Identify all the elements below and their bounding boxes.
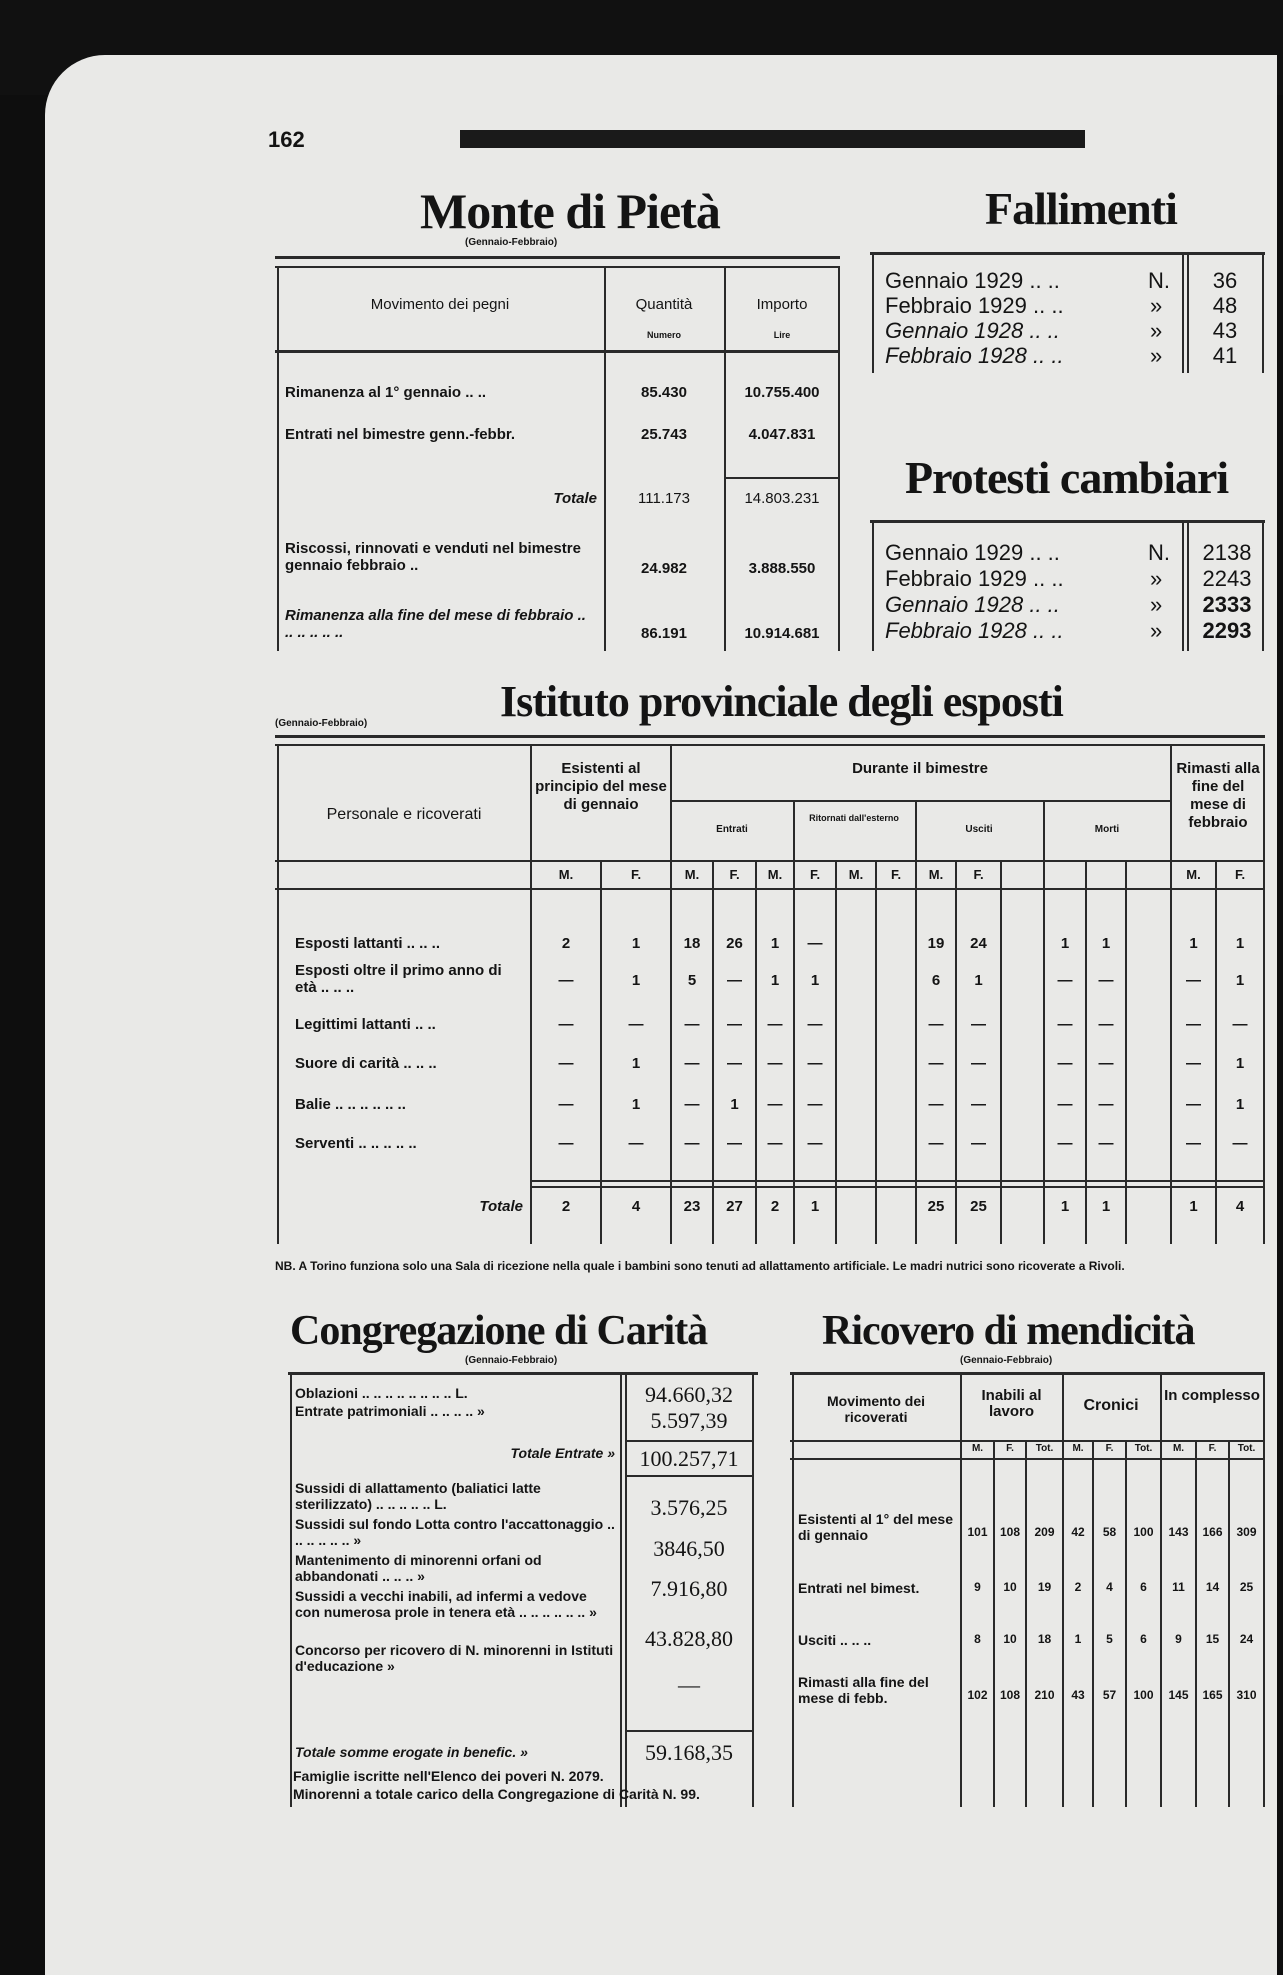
- mend-cell: 143: [1168, 1525, 1189, 1539]
- esposti-cell: —: [928, 1016, 944, 1033]
- esposti-title: Istituto provinciale degli esposti: [500, 677, 1063, 726]
- mend-cell: 6: [1140, 1632, 1147, 1646]
- esposti-cell: —: [628, 1016, 644, 1033]
- mend-subheader: M.: [1172, 1443, 1185, 1454]
- esposti-cell: —: [727, 972, 742, 989]
- mend-cell: 9: [1175, 1632, 1182, 1646]
- cong-row-label: Concorso per ricovero di N. minorenni in Istituti d'educazione »: [295, 1642, 614, 1674]
- esposti-cell: —: [1098, 1135, 1114, 1152]
- esposti-cell: —: [684, 1016, 700, 1033]
- mend-cell: 25: [1239, 1580, 1254, 1594]
- cong-row-value: 43.828,80: [645, 1626, 733, 1651]
- esposti-cell: —: [1057, 1055, 1073, 1072]
- mend-cell: 14: [1205, 1580, 1220, 1594]
- monte-row-qty: 25.743: [641, 426, 687, 443]
- mend-cell: 58: [1102, 1525, 1117, 1539]
- esposti-cell: —: [628, 1135, 644, 1152]
- monte-row-qty: 85.430: [641, 384, 687, 401]
- mend-cell: 166: [1202, 1525, 1223, 1539]
- esposti-total-label: Totale: [479, 1198, 523, 1215]
- esposti-cell: —: [928, 1096, 944, 1113]
- esposti-cell: 25: [927, 1198, 945, 1215]
- esposti-sex-header: F.: [1234, 867, 1246, 882]
- esposti-cell: 25: [970, 1198, 987, 1215]
- mend-cell: 42: [1071, 1525, 1085, 1539]
- fallimenti-row-mark: »: [1150, 343, 1163, 368]
- monte-row-amount: 10.755.400: [744, 384, 820, 401]
- esposti-cell: 1: [1235, 1096, 1245, 1113]
- esposti-cell: 1: [1189, 935, 1198, 952]
- cong-row-label: Mantenimento di minorenni orfani od abbandonati .. .. .. »: [295, 1552, 542, 1584]
- esposti-cell: —: [971, 1135, 986, 1152]
- mend-row-label: Esistenti al 1° del mese di gennaio: [798, 1511, 954, 1543]
- esposti-cell: 5: [687, 972, 697, 989]
- esposti-sex-header: M.: [558, 867, 574, 882]
- esposti-row-label: Balie .. .. .. .. .. ..: [295, 1096, 406, 1113]
- cong-row-value: 7.916,80: [650, 1576, 728, 1601]
- esposti-cell: 1: [770, 935, 780, 952]
- mend-row-label: Usciti .. .. ..: [798, 1632, 872, 1648]
- mendicita-title: Ricovero di mendicità: [822, 1308, 1195, 1354]
- mend-cell: 6: [1140, 1580, 1147, 1594]
- esposti-cell: —: [971, 1096, 986, 1113]
- fallimenti-row-label: Febbraio 1928 .. ..: [885, 343, 1064, 368]
- esposti-cell: —: [727, 1055, 742, 1072]
- esposti-cell: —: [684, 1055, 700, 1072]
- esposti-cell: 1: [1060, 1198, 1070, 1215]
- mend-row-label: Entrati nel bimest.: [798, 1580, 920, 1596]
- cong-row-value: 3.576,25: [650, 1495, 728, 1520]
- protesti-row-value: 2138: [1202, 540, 1252, 565]
- esposti-cell: —: [928, 1135, 944, 1152]
- fallimenti-row-value: 48: [1212, 293, 1238, 318]
- mend-subheader: Tot.: [1134, 1443, 1153, 1454]
- mend-subheader: Tot.: [1035, 1443, 1054, 1454]
- monte-col-amount: Importo: [756, 296, 808, 313]
- monte-row-label: Rimanenza alla fine del mese di febbraio .. .. .. .. .. ..: [285, 607, 586, 641]
- monte-col-movement: Movimento dei pegni: [370, 296, 510, 313]
- esposti-cell: —: [767, 1016, 783, 1033]
- esposti-col-durante: Durante il bimestre: [852, 760, 988, 777]
- esposti-cell: 6: [931, 972, 941, 989]
- esposti-cell: —: [1186, 972, 1201, 989]
- mendicita-period: (Gennaio-Febbraio): [960, 1355, 1053, 1366]
- mend-cell: 102: [967, 1688, 988, 1702]
- cong-row-label: Sussidi sul fondo Lotta contro l'accattonaggio .. .. .. .. .. .. »: [295, 1516, 615, 1548]
- monte-row-label: Entrati nel bimestre genn.-febbr.: [285, 426, 516, 443]
- mend-row-label: Rimasti alla fine del mese di febb.: [798, 1674, 929, 1706]
- mend-cell: 5: [1106, 1632, 1113, 1646]
- protesti-row-label: Febbraio 1928 .. ..: [885, 618, 1064, 643]
- esposti-cell: —: [1186, 1096, 1201, 1113]
- monte-total-qty: 111.173: [638, 490, 690, 507]
- mend-subheader: F.: [1105, 1443, 1114, 1454]
- esposti-cell: 1: [1101, 1198, 1111, 1215]
- monte-row-qty: 86.191: [641, 625, 687, 642]
- esposti-row-label: Suore di carità .. .. ..: [295, 1055, 437, 1072]
- esposti-cell: —: [1057, 1135, 1073, 1152]
- esposti-cell: 19: [927, 935, 945, 952]
- mend-cell: 100: [1133, 1525, 1154, 1539]
- cong-row-value: 3846,50: [653, 1536, 725, 1561]
- mend-cell: 24: [1239, 1632, 1254, 1646]
- esposti-cell: —: [684, 1135, 700, 1152]
- esposti-row-label: Serventi .. .. .. .. ..: [295, 1135, 417, 1152]
- esposti-sex-header: M.: [684, 867, 700, 882]
- esposti-cell: —: [807, 1096, 823, 1113]
- protesti-row-label: Gennaio 1929 .. ..: [885, 540, 1060, 565]
- mend-subheader: M.: [971, 1443, 984, 1454]
- esposti-cell: —: [558, 1096, 574, 1113]
- esposti-cell: —: [1098, 1096, 1114, 1113]
- esposti-cell: 26: [726, 935, 743, 952]
- fallimenti-row-value: 43: [1212, 318, 1238, 343]
- esposti-cell: 1: [631, 1055, 641, 1072]
- esposti-cell: —: [767, 1055, 783, 1072]
- cong-row-value: 94.660,32: [645, 1382, 733, 1407]
- esposti-cell: —: [807, 1016, 823, 1033]
- esposti-cell: 2: [770, 1198, 780, 1215]
- esposti-cell: —: [767, 1096, 783, 1113]
- cong-total-label: Totale Entrate »: [510, 1445, 615, 1461]
- mend-cell: 165: [1202, 1688, 1223, 1702]
- monte-col-qty: Quantità: [635, 296, 693, 313]
- esposti-cell: 1: [1189, 1198, 1198, 1215]
- esposti-cell: 4: [1235, 1198, 1245, 1215]
- esposti-cell: —: [1098, 1016, 1114, 1033]
- cong-row-label: Sussidi di allattamento (baliatici latte sterilizzato) .. .. .. .. .. L.: [295, 1480, 541, 1512]
- esposti-sex-header: M.: [928, 867, 944, 882]
- esposti-period: (Gennaio-Febbraio): [275, 718, 368, 729]
- header-decoration-bar: [460, 130, 1085, 148]
- monte-col-qty-unit: Numero: [646, 330, 681, 340]
- esposti-cell: —: [1057, 972, 1073, 989]
- cong-footer: Famiglie iscritte nell'Elenco dei poveri N. 2079.: [293, 1768, 604, 1784]
- protesti-row-mark: »: [1150, 566, 1163, 591]
- esposti-cell: —: [1232, 1016, 1248, 1033]
- mend-cell: 310: [1236, 1688, 1257, 1702]
- fallimenti-row-mark: »: [1150, 293, 1163, 318]
- esposti-sex-header: F.: [809, 867, 821, 882]
- cong-row-label: Entrate patrimoniali .. .. .. .. »: [295, 1403, 485, 1419]
- esposti-cell: 27: [726, 1198, 743, 1215]
- cong-row-label: Sussidi a vecchi inabili, ad infermi a vedove con numerosa prole in tenera età .. .. .. .. .. .. »: [295, 1588, 597, 1620]
- fallimenti-row-value: 36: [1212, 268, 1238, 293]
- esposti-cell: —: [1232, 1135, 1248, 1152]
- page-number: 162: [268, 127, 305, 152]
- mend-cell: 19: [1037, 1580, 1052, 1594]
- monte-row-amount: 10.914.681: [744, 625, 820, 642]
- mend-cell: 9: [974, 1580, 981, 1594]
- mend-cell: 101: [967, 1525, 988, 1539]
- protesti-row-mark: »: [1150, 592, 1163, 617]
- mend-cell: 209: [1034, 1525, 1055, 1539]
- mend-col-movimento: Movimento dei ricoverati: [826, 1393, 925, 1425]
- esposti-cell: 1: [1235, 935, 1245, 952]
- protesti-title: Protesti cambiari: [905, 452, 1229, 503]
- esposti-cell: 1: [770, 972, 780, 989]
- esposti-sex-header: F.: [729, 867, 740, 882]
- esposti-cell: 1: [631, 972, 641, 989]
- esposti-cell: 1: [631, 1096, 641, 1113]
- fallimenti-row-label: Gennaio 1929 .. ..: [885, 268, 1060, 293]
- protesti-row-value: 2293: [1202, 618, 1252, 643]
- esposti-cell: —: [727, 1016, 742, 1033]
- esposti-cell: 1: [810, 972, 820, 989]
- protesti-row-value: 2333: [1202, 592, 1252, 617]
- esposti-cell: 1: [974, 972, 983, 989]
- esposti-cell: —: [558, 1016, 574, 1033]
- esposti-col-esistenti: Esistenti al principio del mese di gennaio: [535, 760, 667, 813]
- esposti-cell: —: [1186, 1135, 1201, 1152]
- esposti-cell: —: [971, 1055, 986, 1072]
- monte-col-amount-unit: Lire: [773, 330, 791, 340]
- esposti-cell: 1: [1101, 935, 1111, 952]
- esposti-col-entrati: Entrati: [716, 824, 748, 835]
- esposti-cell: 4: [631, 1198, 641, 1215]
- esposti-cell: —: [1098, 972, 1114, 989]
- mend-subheader: Tot.: [1237, 1443, 1256, 1454]
- esposti-cell: 2: [561, 1198, 571, 1215]
- protesti-row-value: 2243: [1202, 566, 1252, 591]
- mend-cell: 108: [999, 1525, 1021, 1539]
- mend-cell: 11: [1172, 1580, 1185, 1594]
- esposti-cell: —: [807, 1135, 823, 1152]
- fallimenti-row-label: Gennaio 1928 .. ..: [885, 318, 1060, 343]
- esposti-cell: —: [971, 1016, 986, 1033]
- monte-row-amount: 4.047.831: [748, 426, 816, 443]
- mend-cell: 309: [1236, 1525, 1257, 1539]
- esposti-cell: —: [684, 1096, 700, 1113]
- mend-cell: 8: [974, 1632, 981, 1646]
- protesti-row-label: Febbraio 1929 .. ..: [885, 566, 1064, 591]
- monte-total-amount: 14.803.231: [744, 490, 820, 507]
- esposti-col-ritornati: Ritornati dall'esterno: [809, 813, 899, 823]
- esposti-cell: 2: [561, 935, 571, 952]
- esposti-sex-header: F.: [890, 867, 902, 882]
- esposti-cell: —: [1057, 1016, 1073, 1033]
- esposti-note: NB. A Torino funziona solo una Sala di ricezione nella quale i bambini sono tenuti ad allattamento artificiale. Le madri nutrici sono ricoverate a Rivoli.: [275, 1259, 1125, 1273]
- mend-cell: 43: [1071, 1688, 1085, 1702]
- esposti-cell: —: [1057, 1096, 1073, 1113]
- esposti-cell: 24: [970, 935, 987, 952]
- esposti-sex-header: M.: [1186, 867, 1201, 882]
- esposti-col-rimasti: Rimasti alla fine del mese di febbraio: [1176, 760, 1260, 831]
- esposti-cell: 1: [631, 935, 641, 952]
- fallimenti-row-value: 41: [1212, 343, 1238, 368]
- monte-total-label: Totale: [553, 490, 597, 507]
- monte-row-label: Riscossi, rinnovati e venduti nel bimestre gennaio febbraio ..: [285, 540, 581, 574]
- esposti-sex-header: M.: [767, 867, 783, 882]
- esposti-cell: —: [1186, 1016, 1201, 1033]
- esposti-row-label: Esposti lattanti .. .. ..: [295, 935, 441, 952]
- esposti-cell: 1: [730, 1096, 739, 1113]
- monte-row-amount: 3.888.550: [748, 560, 816, 577]
- esposti-cell: —: [727, 1135, 742, 1152]
- esposti-cell: 1: [1235, 972, 1245, 989]
- mend-cell: 145: [1168, 1688, 1189, 1702]
- cong-total-label: Totale somme erogate in benefic. »: [295, 1744, 528, 1760]
- esposti-cell: —: [928, 1055, 944, 1072]
- fallimenti-row-mark: »: [1150, 318, 1163, 343]
- esposti-cell: 1: [1235, 1055, 1245, 1072]
- protesti-row-mark: N.: [1148, 540, 1170, 565]
- mend-cell: 18: [1037, 1632, 1052, 1646]
- mend-col-complesso: In complesso: [1164, 1387, 1260, 1404]
- mend-cell: 2: [1074, 1580, 1082, 1594]
- esposti-cell: 23: [683, 1198, 701, 1215]
- esposti-cell: 1: [810, 1198, 820, 1215]
- esposti-cell: —: [807, 1055, 823, 1072]
- mend-cell: 100: [1133, 1688, 1154, 1702]
- mend-cell: 10: [1003, 1580, 1017, 1594]
- monte-row-qty: 24.982: [641, 560, 687, 577]
- esposti-cell: —: [1098, 1055, 1114, 1072]
- congregazione-period: (Gennaio-Febbraio): [465, 1355, 558, 1366]
- mend-cell: 57: [1102, 1688, 1117, 1702]
- esposti-col-usciti: Usciti: [965, 824, 993, 835]
- cong-total-value: 59.168,35: [645, 1740, 733, 1765]
- esposti-row-label: Legittimi lattanti .. ..: [295, 1016, 436, 1033]
- mend-col-inabili: Inabili al lavoro: [981, 1387, 1042, 1420]
- mend-subheader: F.: [1208, 1443, 1217, 1454]
- esposti-sex-header: M.: [848, 867, 864, 882]
- mend-subheader: M.: [1072, 1443, 1084, 1454]
- esposti-cell: 1: [1060, 935, 1070, 952]
- esposti-col-morti: Morti: [1094, 824, 1120, 835]
- mend-cell: 1: [1074, 1632, 1082, 1646]
- mend-cell: 4: [1106, 1580, 1113, 1594]
- fallimenti-row-mark: N.: [1148, 268, 1170, 293]
- esposti-col-personale: Personale e ricoverati: [326, 806, 482, 823]
- esposti-cell: —: [558, 1055, 574, 1072]
- mend-cell: 10: [1003, 1632, 1017, 1646]
- mend-cell: 108: [999, 1688, 1021, 1702]
- cong-row-value: 5.597,39: [650, 1408, 728, 1433]
- fallimenti-row-label: Febbraio 1929 .. ..: [885, 293, 1064, 318]
- mend-subheader: F.: [1006, 1443, 1014, 1454]
- esposti-cell: —: [807, 935, 823, 952]
- protesti-row-mark: »: [1150, 618, 1163, 643]
- esposti-cell: —: [1186, 1055, 1201, 1072]
- fallimenti-title: Fallimenti: [985, 183, 1177, 234]
- protesti-row-label: Gennaio 1928 .. ..: [885, 592, 1060, 617]
- cong-total-value: 100.257,71: [639, 1446, 739, 1471]
- monte-title: Monte di Pietà: [420, 183, 720, 239]
- esposti-sex-header: F.: [630, 867, 642, 882]
- esposti-cell: —: [767, 1135, 783, 1152]
- cong-row-label: Oblazioni .. .. .. .. .. .. .. .. L.: [295, 1385, 468, 1401]
- esposti-cell: 18: [683, 935, 701, 952]
- mend-cell: 210: [1034, 1688, 1055, 1702]
- mend-cell: 15: [1205, 1632, 1220, 1646]
- esposti-row-label: Esposti oltre il primo anno di età .. .. ..: [295, 962, 502, 996]
- monte-period: (Gennaio-Febbraio): [465, 237, 558, 248]
- esposti-sex-header: F.: [973, 867, 984, 882]
- cong-row-value: —: [678, 1672, 700, 1697]
- esposti-cell: —: [558, 1135, 574, 1152]
- monte-row-label: Rimanenza al 1° gennaio .. ..: [285, 384, 487, 401]
- mend-col-cronici: Cronici: [1083, 1397, 1139, 1414]
- congregazione-title: Congregazione di Carità: [290, 1308, 708, 1354]
- esposti-cell: —: [558, 972, 574, 989]
- cong-footer: Minorenni a totale carico della Congregazione di Carità N. 99.: [293, 1786, 700, 1802]
